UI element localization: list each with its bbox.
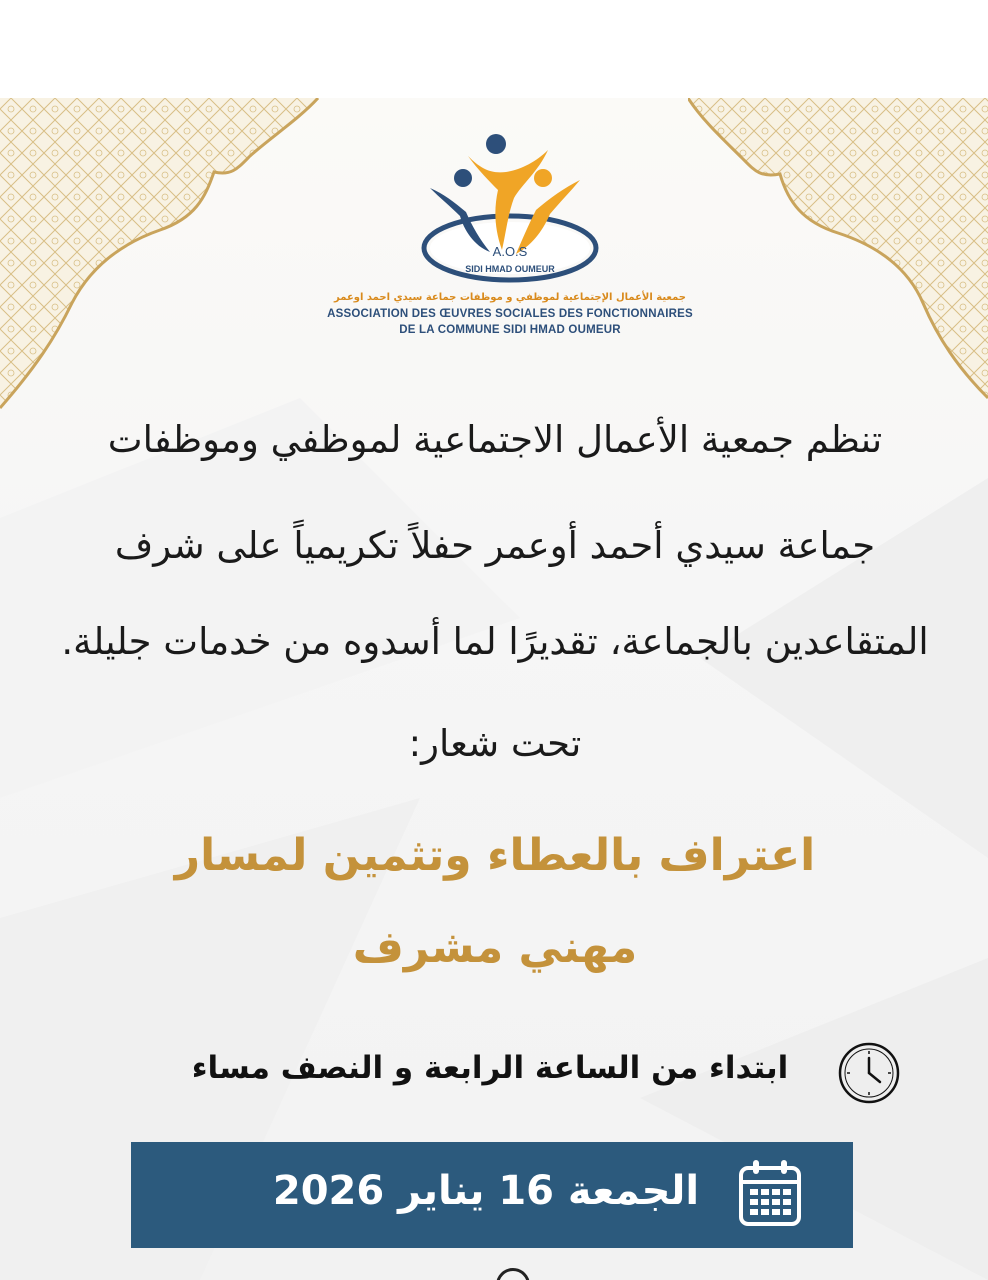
slogan-line-1: اعتراف بالعطاء وتثمين لمسار	[174, 830, 816, 881]
gold-arabesque-ornament-right	[688, 98, 988, 418]
slogan-line-2: مهني مشرف	[352, 922, 638, 973]
announcement-line-2: جماعة سيدي أحمد أوعمر حفلاً تكريمياً على شرف	[114, 524, 876, 567]
announcement-line-1: تنظم جمعية الأعمال الاجتماعية لموظفي وموظفات	[107, 418, 883, 461]
calendar-icon	[737, 1158, 803, 1230]
event-time: ابتداء من الساعة الرابعة و النصف مساء	[191, 1050, 789, 1086]
gold-arabesque-ornament-left	[0, 98, 330, 418]
date-banner	[131, 1142, 853, 1248]
clock-icon	[836, 1040, 902, 1106]
logo-badge-text: A.O.S	[492, 244, 528, 259]
logo-place-text: SIDI HMAD OUMEUR	[465, 264, 555, 274]
announcement-line-3: المتقاعدين بالجماعة، تقديرًا لما أسدوه من خدمات جليلة.	[61, 620, 929, 663]
logo-french-line-1: ASSOCIATION DES ŒUVRES SOCIALES DES FONCTIONNAIRES	[327, 308, 693, 320]
logo-french-line-2: DE LA COMMUNE SIDI HMAD OUMEUR	[399, 324, 621, 336]
logo-arabic-name: جمعية الأعمال الإجتماعية لموظفي و موظفات جماعة سيدي احمد اوعمر	[334, 292, 686, 303]
association-logo	[300, 128, 720, 348]
slogan-intro: تحت شعار:	[408, 722, 582, 765]
logo-figures-icon	[410, 128, 610, 288]
event-date: الجمعة 16 يناير 2026	[272, 1168, 700, 1214]
